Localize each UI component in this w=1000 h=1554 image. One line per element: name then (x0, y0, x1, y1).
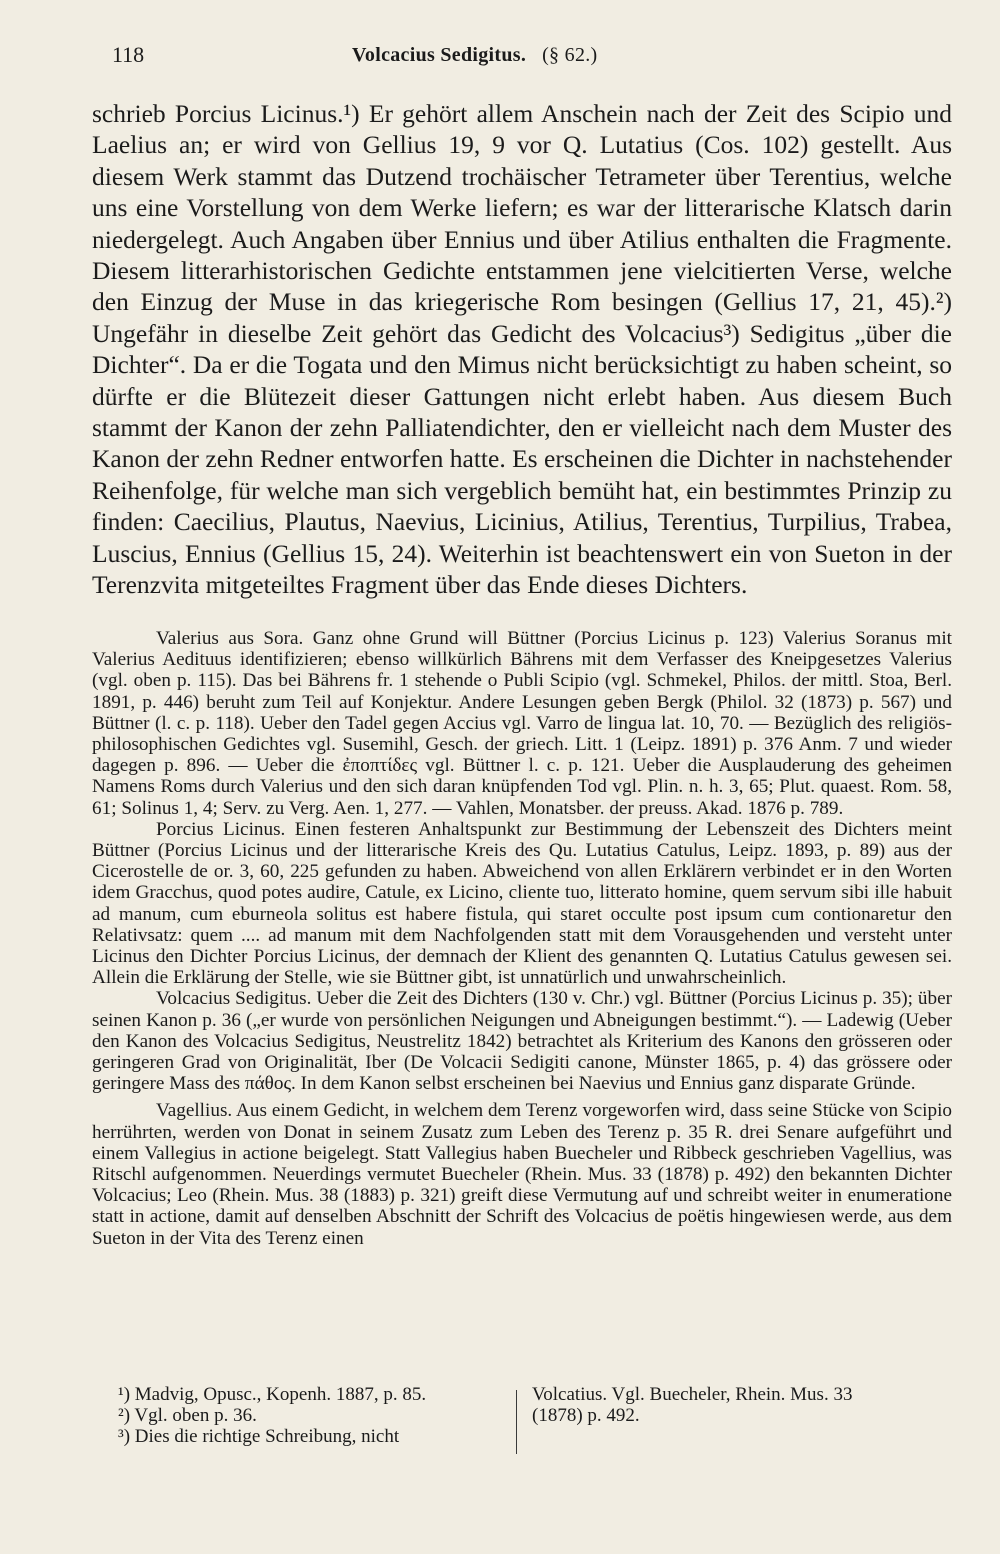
footnote-3: ³) Dies die richtige Schreibung, nicht (118, 1426, 400, 1447)
page-number: 118 (112, 42, 145, 67)
footnote-2: ²) Vgl. oben p. 36. (118, 1405, 257, 1426)
notes-section (92, 628, 952, 1249)
note-porcius-licinus: Porcius Licinus. Einen festeren Anhaltspunkt zur Bestimmung der Lebenszeit des Dichters meint Büttner (Porcius Licinus und der litterarische Kreis des Qu. Lutatius Catulus, Leipz. 1893, p. 89) aus der Cicerostelle de or. 3, 60, 225 gefunden zu haben. Abweichend von allen Erklärern verbindet er in den Worten idem Gracchus, quod potes audire, Catule, ex Licino, cliente tuo, litterato homine, quem servum sibi ille habuit ad manum, cum eburneola solitus est habere fistula, qui staret occulte post ipsum cum contionaretur den Relativsatz: quem .... ad manum mit dem Nachfolgenden statt mit dem Vorausgehenden und versteht unter Licinus den Dichter Porcius Licinus, der demnach der Klient des genannten Q. Lutatius Catulus gewesen sei. Allein die Erklärung der Stelle, wie sie Büttner gibt, ist unnatürlich und unwahrscheinlich. (92, 818, 952, 989)
section-reference: (§ 62.) (542, 44, 598, 66)
footnote-3-continuation: Volcatius. Vgl. Buecheler, Rhein. Mus. 33 (532, 1384, 853, 1405)
page-header (112, 42, 932, 72)
running-title (352, 44, 598, 67)
footnotes-right-column (532, 1384, 952, 1426)
running-title-text: Volcacius Sedigitus. (352, 44, 527, 66)
footnote-1: ¹) Madvig, Opusc., Kopenh. 1887, p. 85. (118, 1384, 427, 1405)
note-vagellius: Vagellius. Aus einem Gedicht, in welchem dem Terenz vorgeworfen wird, dass seine Stücke von Scipio herrührten, werden von Donat in seinem Zusatz zum Leben des Terenz p. 35 R. drei Senare aufgeführt und einem Vallegius in actione beigelegt. Statt Vallegius haben Buecheler und Ribbeck geschrieben Vagellius, was Ritschl aufgenommen. Neuerdings vermutet Buecheler (Rhein. Mus. 33 (1878) p. 492) den bekannten Dichter Volcacius; Leo (Rhein. Mus. 38 (1883) p. 321) greift diese Vermutung auf und schreibt weiter in enumeratione statt in actione, damit auf denselben Abschnitt der Schrift des Volcacius de poëtis hingewiesen werde, aus dem Sueton in der Vita des Terenz einen (92, 1100, 952, 1249)
note-valerius: Valerius aus Sora. Ganz ohne Grund will Büttner (Porcius Licinus p. 123) Valerius Soranus mit Valerius Aedituus identifizieren; ebenso willkürlich Bährens mit dem Verfasser des Kneipgesetzes Valerius (vgl. oben p. 115). Das bei Bährens fr. 1 stehende o Publi Scipio (vgl. Schmekel, Philos. der mittl. Stoa, Berl. 1891, p. 446) beruht zum Teil auf Konjektur. Andere Lesungen geben Bergk (Philol. 32 (1873) p. 567) und Büttner (l. c. p. 118). Ueber den Tadel gegen Accius vgl. Varro de lingua lat. 10, 70. — Bezüglich des religiös-philosophischen Gedichtes vgl. Susemihl, Gesch. der griech. Litt. 1 (Leipz. 1891) p. 376 Anm. 7 und wieder dagegen p. 896. — Ueber die ἐποπτίδες vgl. Büttner l. c. p. 121. Ueber die Ausplauderung des geheimen Namens Roms durch Valerius und den sich daran knüpfenden Tod vgl. Plin. n. h. 3, 65; Plut. quaest. Rom. 58, 61; Solinus 1, 4; Serv. zu Verg. Aen. 1, 277. — Vahlen, Monatsber. der preuss. Akad. 1876 p. 789. (92, 628, 952, 819)
footnote-3-continuation-2: (1878) p. 492. (532, 1405, 640, 1426)
body-paragraph: schrieb Porcius Licinus.¹) Er gehört allem Anschein nach der Zeit des Scipio und Laelius an; er wird von Gellius 19, 9 vor Q. Lutatius (Cos. 102) gestellt. Aus diesem Werk stammt das Dutzend trochäischer Tetrameter über Terentius, welche uns eine Vorstellung von dem Werke liefern; es war der litterarische Klatsch darin niedergelegt. Auch Angaben über Ennius und über Atilius enthalten die Fragmente. Diesem litterarhistorischen Gedichte entstammen jene vielcitierten Verse, welche den Einzug der Muse in das kriegerische Rom besingen (Gellius 17, 21, 45).²) Ungefähr in dieselbe Zeit gehört das Gedicht des Volcacius³) Sedigitus „über die Dichter“. Da er die Togata und den Mimus nicht berücksichtigt zu haben scheint, so dürfte er die Blütezeit dieser Gattungen nicht erlebt haben. Aus diesem Buch stammt der Kanon der zehn Palliatendichter, den er vielleicht nach dem Muster des Kanon der zehn Redner entworfen hatte. Es erscheinen die Dichter in nachstehender Reihenfolge, für welche man sich vergeblich bemüht hat, ein bestimmtes Prinzip zu finden: Caecilius, Plautus, Naevius, Licinius, Atilius, Terentius, Turpilius, Trabea, Luscius, Ennius (Gellius 15, 24). Weiterhin ist beachtenswert ein von Sueton in der Terenzvita mitgeteiltes Fragment über das Ende dieses Dichters. (92, 99, 952, 600)
main-text (92, 98, 952, 601)
note-volcacius-sedigitus: Volcacius Sedigitus. Ueber die Zeit des Dichters (130 v. Chr.) vgl. Büttner (Porcius Licinus p. 35); über seinen Kanon p. 36 („er wurde von persönlichen Neigungen und Abneigungen bestimmt.“). — Ladewig (Ueber den Kanon des Volcacius Sedigitus, Neustrelitz 1842) betrachtet als Kriterium des Kanons den grösseren oder geringeren Grad von Originalität, Iber (De Volcacii Sedigiti canone, Münster 1865, p. 4) das grössere oder geringere Mass des πάθος. In dem Kanon selbst erscheinen bei Naevius und Ennius ganz disparate Gründe. (92, 988, 952, 1095)
footnote-column-divider (516, 1390, 517, 1454)
footnotes-left-column (118, 1384, 510, 1447)
